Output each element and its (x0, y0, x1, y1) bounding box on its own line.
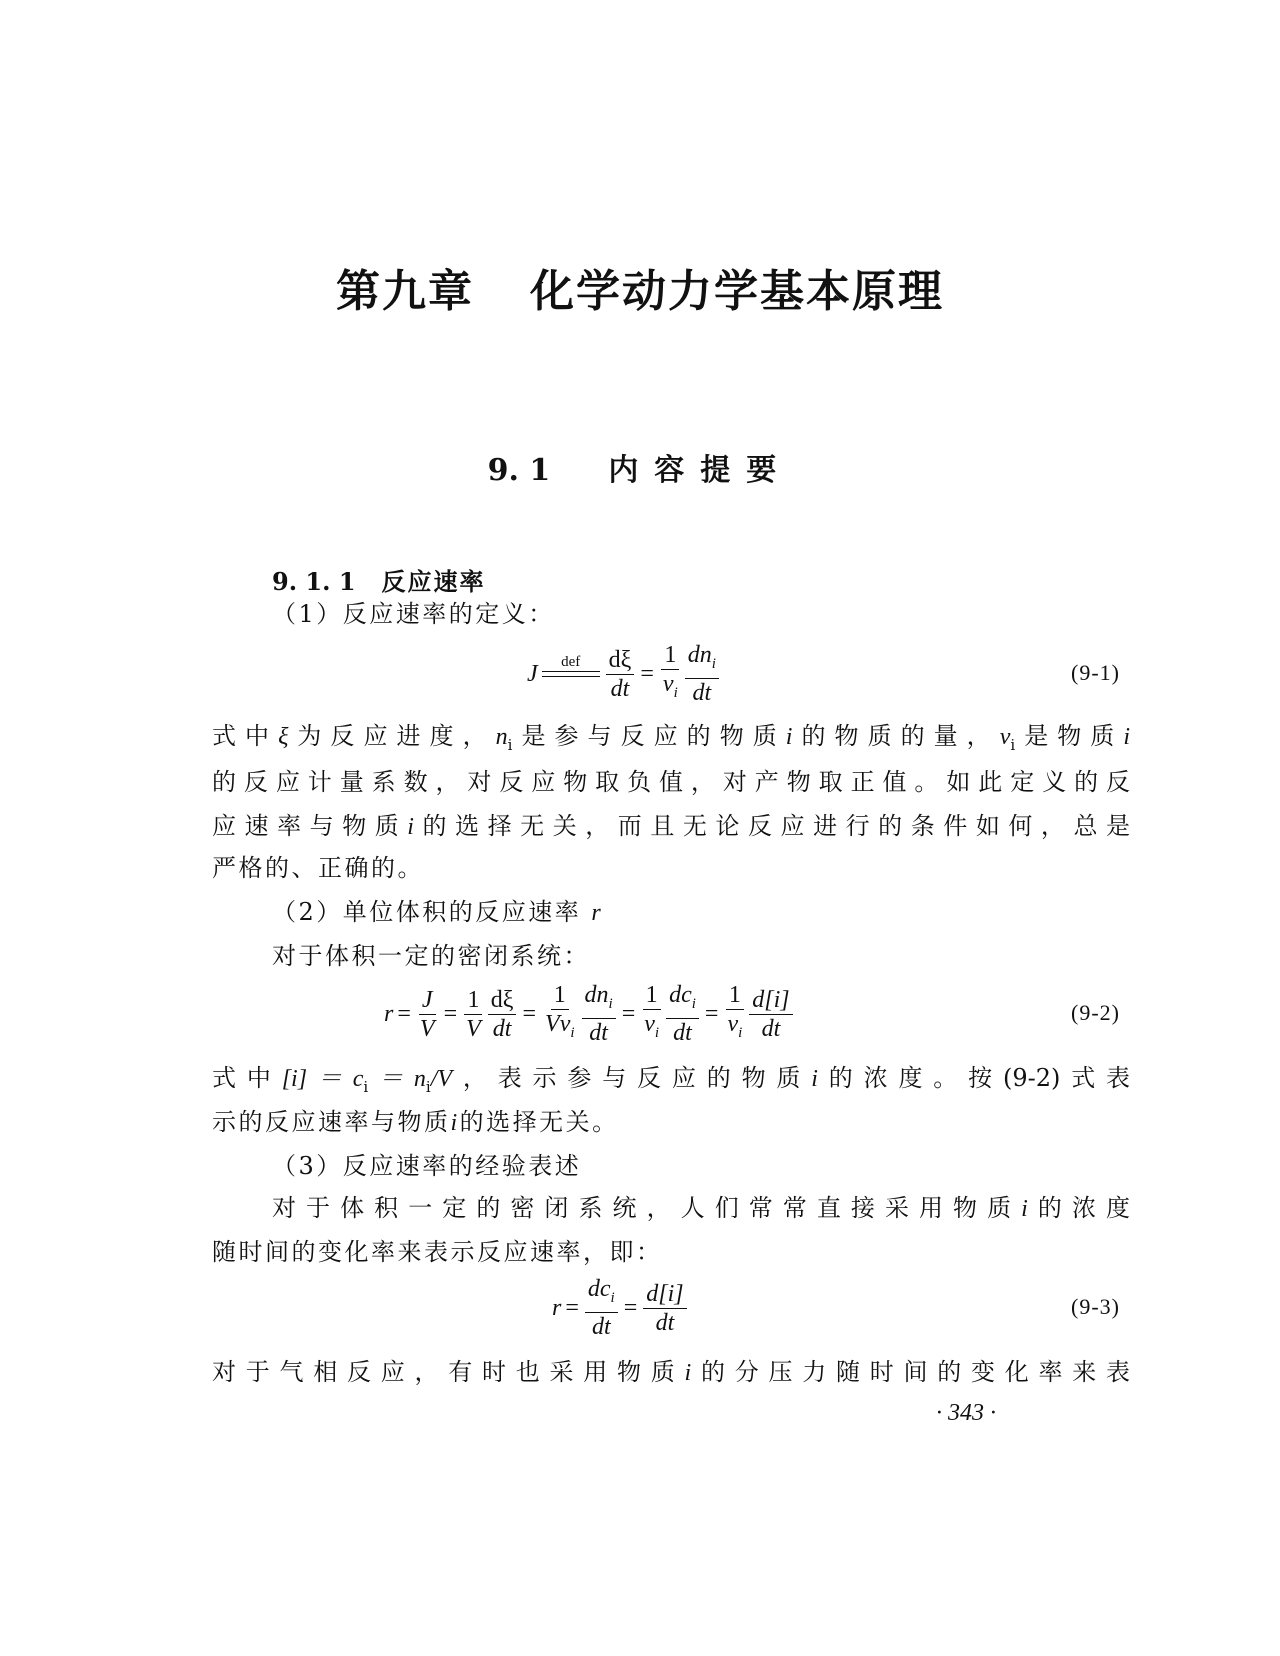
item1-heading: （1）反应速率的定义： (272, 600, 555, 628)
eq2-fraction-b: $\frac{1}{V}$ (466, 986, 481, 1042)
para2-line-1: 式中$[i]=c_i=n_i/V$，表示参与反应的物质i的浓度。按(9-2)式表 (212, 1064, 1131, 1096)
item3-line-1: 对于体积一定的密闭系统，人们常常直接采用物质i的浓度 (272, 1194, 1131, 1222)
chapter-number: 第九章 (336, 266, 474, 317)
subsection-number: 9. 1. 1 (272, 567, 356, 596)
eq2-fraction-d: $\frac{1}{\nu_i}$ (644, 982, 660, 1041)
section-heading (0, 445, 1280, 489)
item3-line-2: 随时间的变化率来表示反应速率，即： (212, 1238, 663, 1266)
eq3-number: (9-3) (1071, 1294, 1120, 1319)
equation-9-1: J def $\frac{d\xi}{dt}$ = $\frac{1}{\nu_i}$ $\frac{dn_i}{dt}$ (9-1) (527, 642, 1120, 706)
eq1-fraction-1: $\frac{d\xi}{dt}$ (606, 646, 635, 703)
para1-line-4: 严格的、正确的。 (212, 854, 424, 882)
para1-line-2: 的反应计量系数，对反应物取负值，对产物取正值。如此定义的反 (212, 768, 1130, 796)
eq2-fraction-e2: $\frac{d[i]}{dt}$ (749, 986, 792, 1043)
eq1-def-sign (542, 653, 600, 695)
eq2-number: (9-2) (1071, 1000, 1120, 1025)
item3-heading: （3）反应速率的经验表述 (272, 1152, 582, 1180)
eq2-fraction-c: $\frac{1}{V\nu_i}$ (545, 982, 575, 1041)
eq3-fraction-b: $\frac{d[i]}{dt}$ (643, 1280, 686, 1337)
para1-line-3: 应速率与物质i的选择无关，而且无论反应进行的条件如何，总是 (212, 812, 1131, 840)
subsection-title: 反应速率 (381, 567, 486, 596)
eq1-lhs: J (527, 660, 538, 687)
chapter-heading (0, 255, 1280, 319)
eq2-lhs: r (384, 1000, 394, 1027)
eq3-fraction-a: $\frac{dc_i}{dt}$ (585, 1275, 618, 1341)
para2-line-2: 示的反应速率与物质i的选择无关。 (212, 1108, 619, 1136)
para3-line-1: 对于气相反应，有时也采用物质i的分压力随时间的变化率来表 (212, 1358, 1131, 1386)
eq2-fraction-b2: $\frac{d\xi}{dt}$ (488, 986, 517, 1043)
eq2-fraction-e: $\frac{1}{\nu_i}$ (727, 982, 743, 1041)
equation-9-3: r = $\frac{dc_i}{dt}$ = $\frac{d[i]}{dt}$ (9-3) (552, 1276, 1120, 1340)
eq1-def-label: def (561, 654, 581, 670)
section-title: 内容提要 (608, 453, 793, 488)
subsection-heading (272, 562, 486, 597)
item2-intro: 对于体积一定的密闭系统： (272, 942, 590, 970)
para1-line-1: 式中ξ为反应进度，$n_i$是参与反应的物质i的物质的量，$\nu_i$是物质i (212, 722, 1131, 754)
eq1-fraction-2: $\frac{1}{\nu_i}$ (662, 642, 678, 701)
section-number: 9. 1 (487, 453, 551, 488)
item2-heading: （2）单位体积的反应速率 r (272, 898, 604, 926)
page-number: · 343 · (936, 1400, 996, 1426)
eq2-fraction-c2: $\frac{dn_i}{dt}$ (582, 981, 616, 1047)
eq2-fraction-d2: $\frac{dc_i}{dt}$ (666, 981, 699, 1047)
equation-9-2: r = $\frac{J}{V}$ = $\frac{1}{V}$ $\frac{d\xi}{dt}$ = $\frac{1}{V\nu_i}$ $\frac{dn_i}{dt}$ = $\frac{1}{\nu_i}$ $\frac{dc_i}{dt}$ = $\frac{1}{\nu_i}$ $\frac{d[i]}{dt}$ (9-2) (384, 982, 1120, 1046)
eq1-fraction-3: $\frac{dn_i}{dt}$ (685, 641, 719, 707)
chapter-title: 化学动力学基本原理 (530, 266, 944, 317)
eq1-number: (9-1) (1071, 660, 1120, 685)
eq2-fraction-a: $\frac{J}{V}$ (419, 986, 435, 1042)
eq3-lhs: r (552, 1294, 562, 1321)
